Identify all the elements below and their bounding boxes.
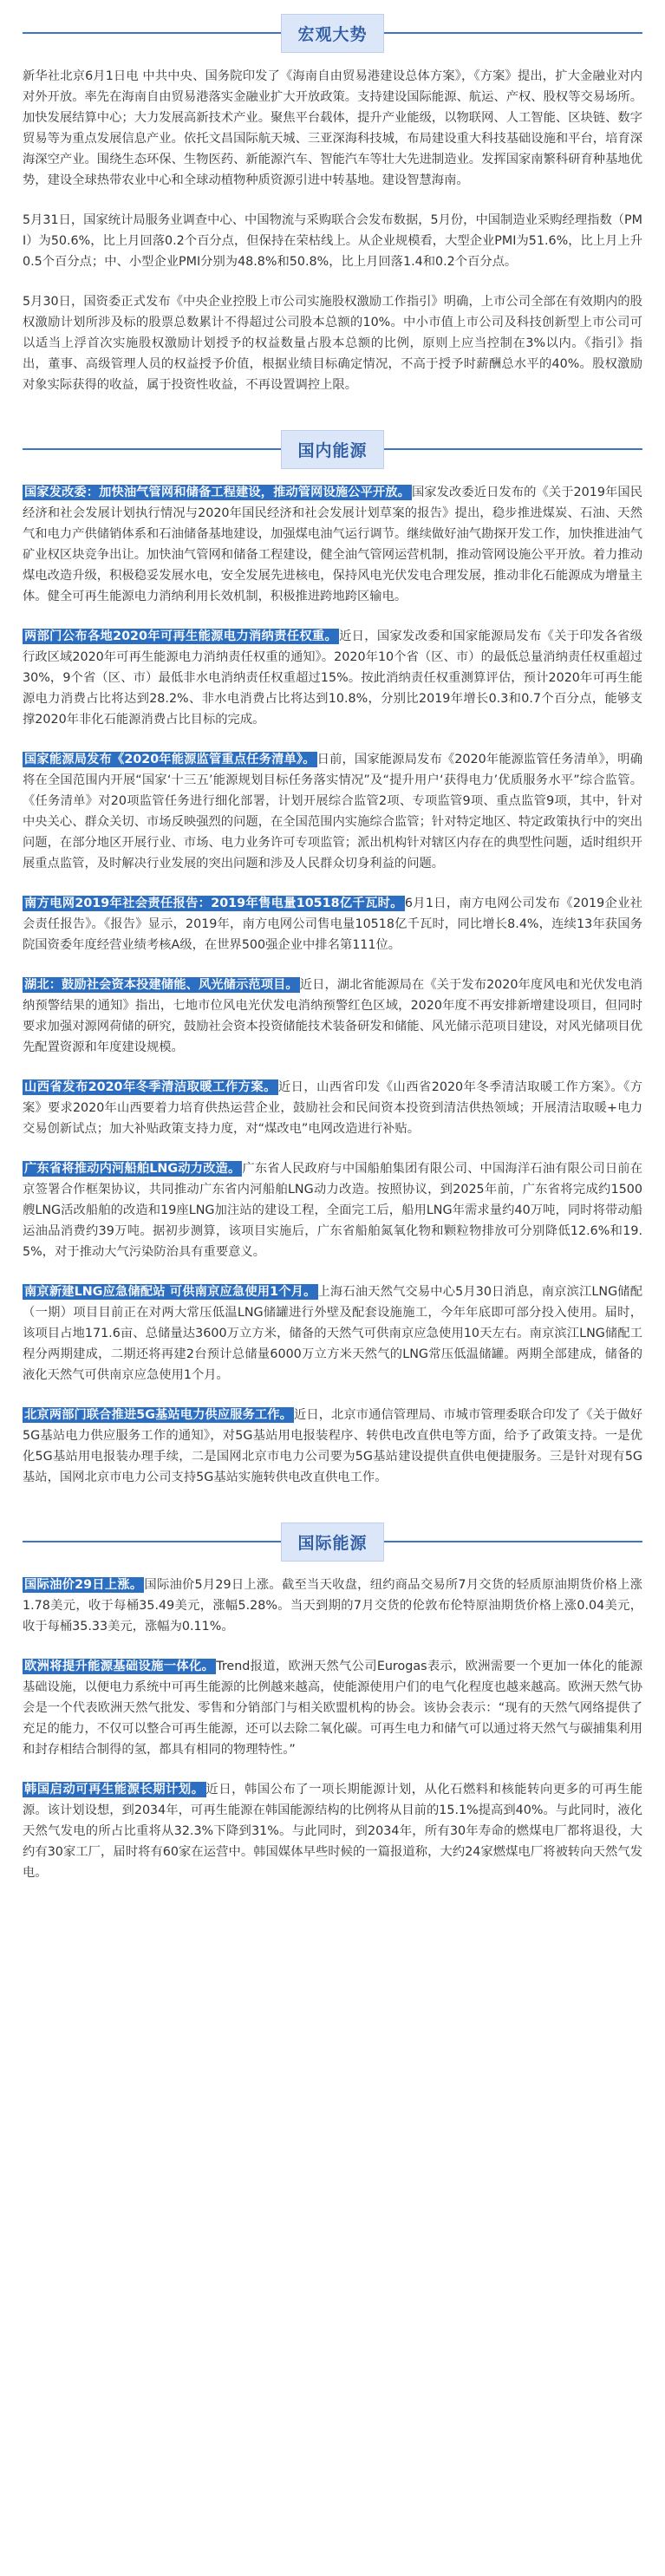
news-body: 近日，国家发改委和国家能源局发布《关于印发各省级行政区域2020年可再生能源电力消纳责任权重的通知》。2020年10个省（区、市）的最低总量消纳责任权重超过30%，9个省（区、市）最低非水电消纳责任权重超过15%。按此消纳责任权重测算评估，预计2020年可再生能源电力消费占比将达到28.2%、非水电消费占比将达到10.8%，分别比2019年增长0.3和0.7个百分点，能够支撑2020年非化石能源消费占比目标的完成。	[23, 629, 642, 727]
domestic-section-body	[23, 482, 642, 1488]
section-title-domestic: 国内能源	[281, 430, 383, 469]
section-header-macro	[23, 0, 642, 66]
news-item	[23, 1575, 642, 1637]
macro-paragraph: 5月30日，国资委正式发布《中央企业控股上市公司实施股权激励工作指引》明确，上市公司全部在有效期内的股权激励计划所涉及标的股票总数累计不得超过公司股本总额的10%。中小市值上市公司及科技创新型上市公司可以适当上浮首次实施股权激励计划授予的权益数量占股本总额的比例，原则上应当控制在3%以内。《指引》指出，董事、高级管理人员的权益授予价值，根据业绩目标确定情况，不高于授予时薪酬总水平的40%。股权激励对象实际获得的收益，属于投资性收益，不再设置调控上限。	[23, 295, 642, 392]
news-body: 国际油价5月29日上涨。截至当天收盘，纽约商品交易所7月交货的轻质原油期货价格上涨1.78美元，收于每桶35.49美元，涨幅5.28%。当天到期的7月交货的伦敦布伦特原油期货价格上涨0.04美元，收于每桶35.33美元，涨幅为0.11%。	[23, 1578, 642, 1634]
section-header-international	[23, 1509, 642, 1575]
news-headline: 北京两部门联合推进5G基站电力供应服务工作。	[24, 1408, 292, 1422]
news-headline: 韩国启动可再生能源长期计划。	[24, 1783, 205, 1797]
news-item	[23, 1281, 642, 1386]
news-body: 近日，湖北省能源局在《关于发布2020年度风电和光伏发电消纳预警结果的通知》指出，七地市位风电光伏发电消纳预警红色区域，2020年度不再安排新增建设项目，但同时要求加强对源网荷储的研究，鼓励社会资本投资储能技术装备研发和储能、风光储示范项目建设，对风光储项目优先配置资源和年度建设规模。	[23, 978, 642, 1054]
news-item	[23, 482, 642, 607]
news-body: Trend报道，欧洲天然气公司Eurogas表示，欧洲需要一个更加一体化的能源基础设施，以便电力系统中可再生能源的比例越来越高，使能源使用户们的电气化程度也越来越高。欧洲天然气协会是一个代表欧洲天然气批发、零售和分销部门与相关欧盟机构的协会。该协会表示：“现有的天然气网络提供了充足的能力，不仅可以整合可再生能源，还可以去除二氧化碳。可再生电力和储气可以通过将天然气与碳捕集利用和封存相结合制得的氢，都具有相同的物理特性。”	[23, 1660, 642, 1757]
news-item	[23, 1405, 642, 1488]
news-item	[23, 749, 642, 874]
news-headline: 南方电网2019年社会责任报告：2019年售电量10518亿千瓦时。	[24, 897, 403, 910]
news-item	[23, 1158, 642, 1262]
news-headline: 南京新建LNG应急储配站 可供南京应急使用1个月。	[24, 1285, 316, 1299]
news-headline: 山西省发布2020年冬季清洁取暖工作方案。	[24, 1080, 277, 1094]
news-body: 国家发改委近日发布的《关于2019年国民经济和社会发展计划执行情况与2020年国民经济和社会发展计划草案的报告》提出，稳步推进煤炭、石油、天然气和电力产供储销体系和石油储备基地建设，加强煤电油气运行调节。继续做好油气勘探开发工作，加快推进油气矿业权区块竞争出让。加快油气管网和储备工程建设，健全油气管网运营机制，推动管网设施公平开放。着力推动煤电改造升级，积极稳妥发展水电，安全发展先进核电，保持风电光伏发电合理发展，推动非化石能源成为增量主体。健全可再生能源电力消纳利用长效机制，积极推进跨地跨区输电。	[23, 486, 642, 603]
macro-paragraph: 5月31日，国家统计局服务业调查中心、中国物流与采购联合会发布数据，5月份，中国制造业采购经理指数（PMI）为50.6%，比上月回落0.2个百分点，但保持在荣枯线上。从企业规模看，大型企业PMI为51.6%，比上月上升0.5个百分点；中、小型企业PMI分别为48.8%和50.8%，比上月回落1.4和0.2个百分点。	[23, 213, 642, 269]
section-header-domestic	[23, 416, 642, 482]
news-item	[23, 1779, 642, 1883]
news-headline: 国际油价29日上涨。	[24, 1578, 143, 1592]
section-title-international: 国际能源	[281, 1523, 383, 1562]
news-headline: 国家发改委：加快油气管网和储备工程建设，推动管网设施公平开放。	[24, 486, 410, 499]
news-body: 日前，国家能源局发布《2020年能源监管任务清单》，明确将在全国范围内开展“国家‘十三五’能源规划目标任务落实情况”及“提升用户‘获得电力’优质服务水平”综合监管。《任务清单》对20项监管任务进行细化部署，计划开展综合监管2项、专项监管9项、重点监管9项，其中，针对中央关心、群众关切、市场反映强烈的问题，在全国范围内实施综合监管；针对特定地区、特定政策执行中的突出问题，在部分地区开展行业、市场、电力业务许可专项监管；派出机构针对辖区内存在的典型性问题，适时组织开展重点监管，及时解决行业发展的突出问题和涉及人民群众切身利益的问题。	[23, 753, 643, 871]
news-headline: 国家能源局发布《2020年能源监管重点任务清单》。	[24, 753, 316, 766]
macro-paragraph: 新华社北京6月1日电 中共中央、国务院印发了《海南自由贸易港建设总体方案》，《方案》提出，扩大金融业对内对外开放。率先在海南自由贸易港落实金融业扩大开放政策。支持建设国际能源、航运、产权、股权等交易场所。加快发展结算中心；大力发展高新技术产业。聚焦平台载体，提升产业能级，以物联网、人工智能、区块链、数字贸易等为重点发展信息产业。依托文昌国际航天城、三亚深海科技城，布局建设重大科技基础设施和平台，培育深海深空产业。围绕生态环保、生物医药、新能源汽车、智能汽车等壮大先进制造业。发挥国家南繁科研育种基地优势，建设全球热带农业中心和全球动植物种质资源引进中转基地。建设智慧海南。	[23, 69, 642, 187]
news-item	[23, 975, 642, 1058]
news-body: 近日，北京市通信管理局、市城市管理委联合印发了《关于做好5G基站电力供应服务工作的通知》，对5G基站用电报装程序、转供电改直供电等方面，给予了政策支持。一是优化5G基站用电报装办理手续，二是国网北京市电力公司要为5G基站建设提供直供电便捷服务。三是针对现有5G基站，国网北京市电力公司支持5G基站实施转供电改直供电工作。	[23, 1408, 643, 1484]
news-item	[23, 1077, 642, 1139]
macro-section-body	[23, 66, 642, 395]
international-section-body	[23, 1575, 642, 1883]
news-headline: 两部门公布各地2020年可再生能源电力消纳责任权重。	[24, 629, 338, 643]
news-body: 上海石油天然气交易中心5月30日消息，南京滨江LNG储配（一期）项目目前正在对两大常压低温LNG储罐进行外壁及配套设施施工，今年年底即可部分投入使用。届时，该项目占地171.6亩、总储量达3600万立方米，储备的天然气可供南京应急使用10天左右。南京滨江LNG储配工程分两期建成，二期还将再建2台预计总储量6000万立方米天然气的LNG常压低温储罐。两期全部建成，储备的液化天然气可供南京应急使用1个月。	[23, 1285, 643, 1382]
news-item	[23, 1656, 642, 1760]
news-body: 近日，山西省印发《山西省2020年冬季清洁取暖工作方案》。《方案》要求2020年山西要着力培育供热运营企业，鼓励社会和民间资本投资到清洁供热领域；开展清洁取暖+电力交易创新试点；加大补贴政策支持力度，对“煤改电”电网改造进行补贴。	[23, 1080, 642, 1136]
news-headline: 广东省将推动内河船舶LNG动力改造。	[24, 1162, 241, 1176]
section-title-macro: 宏观大势	[281, 14, 383, 53]
news-body: 近日，韩国公布了一项长期能源计划，从化石燃料和核能转向更多的可再生能源。该计划设想，到2034年，可再生能源在韩国能源结构的比例将从目前的15.1%提高到40%。与此同时，液化天然气发电的所占比重将从32.3%下降到31%。与此同时，到2034年，所有30年寿命的燃煤电厂都将退役，大约有30家工厂，届时将有60家在运营中。韩国媒体早些时候的一篇报道称，大约24家燃煤电厂将被转向天然气发电。	[23, 1783, 642, 1880]
news-body: 6月1日，南方电网公司发布《2019企业社会责任报告》。《报告》显示，2019年，南方电网公司售电量10518亿千瓦时，同比增长8.4%，连续13年获国务院国资委年度经营业绩考核A级，在世界500强企业中排名第111位。	[23, 897, 643, 952]
news-item	[23, 893, 642, 955]
news-item	[23, 626, 642, 730]
news-headline: 湖北：鼓励社会资本投建储能、风光储示范项目。	[24, 978, 298, 992]
news-body: 广东省人民政府与中国船舶集团有限公司、中国海洋石油有限公司日前在京签署合作框架协议，共同推动广东省内河船舶LNG动力改造。按照协议，到2025年前，广东省将完成约1500艘LNG活改船舶的改造和19座LNG加注站的建设工程，全面完工后，船用LNG年需求量约40万吨，同时将带动船运油品消费约39万吨。据初步测算，该项目实施后，广东省船舶氮氧化物和颗粒物排放可分别降低12.6%和19.5%，对于推动大气污染防治具有重要意义。	[23, 1162, 642, 1259]
news-headline: 欧洲将提升能源基础设施一体化。	[24, 1660, 215, 1673]
